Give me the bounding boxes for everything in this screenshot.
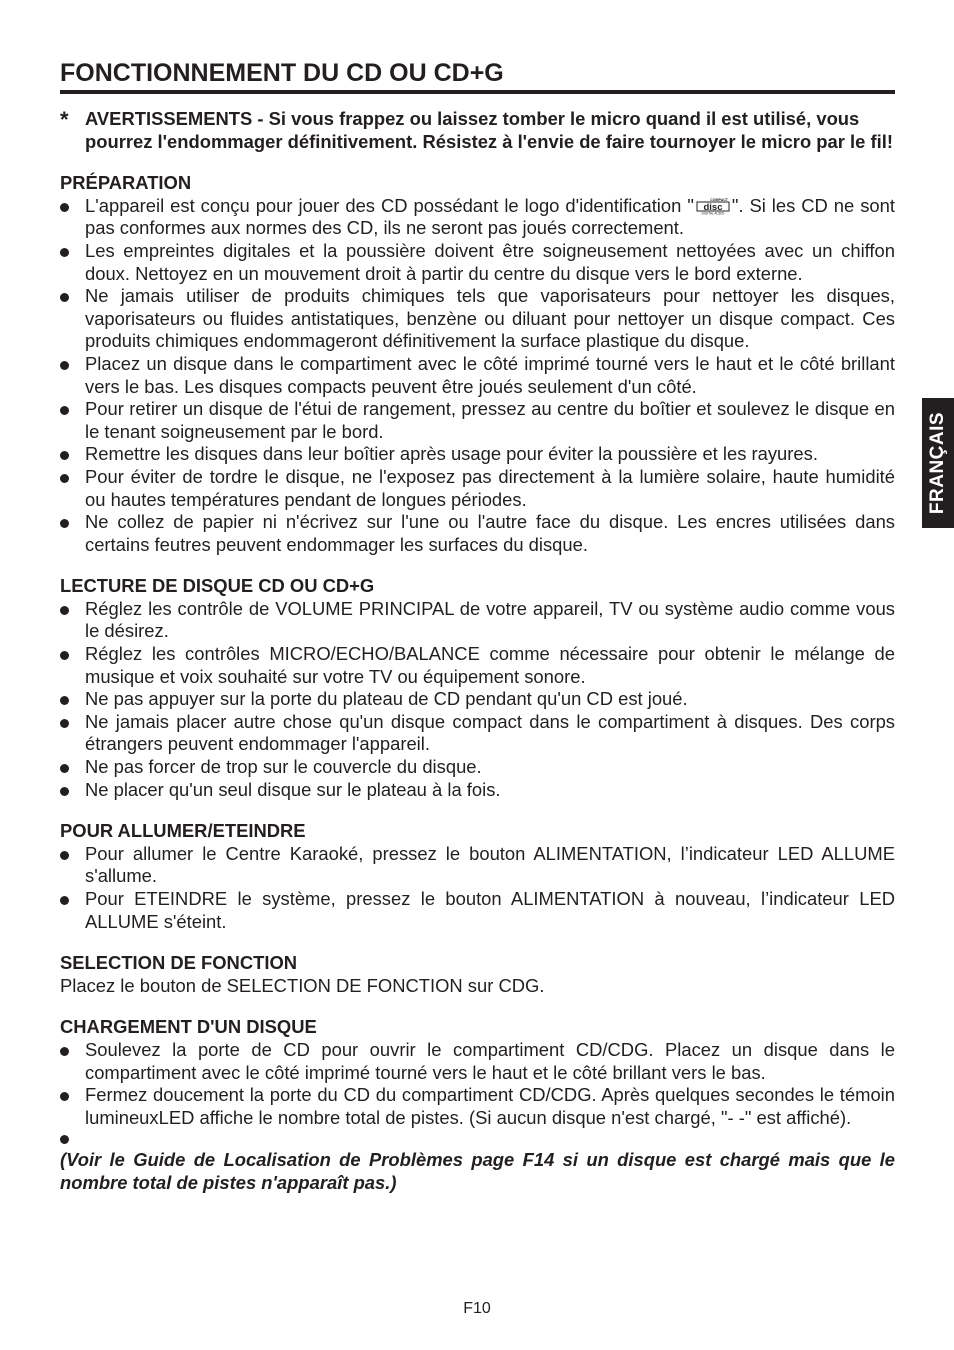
heading-allumer: POUR ALLUMER/ETEINDRE xyxy=(60,820,306,842)
bullet-icon xyxy=(60,719,69,728)
language-tab-label: FRANÇAIS xyxy=(927,411,948,515)
warning-block xyxy=(60,108,895,153)
list-item xyxy=(60,1039,895,1084)
bullet-icon xyxy=(60,764,69,773)
list-item-text: Ne placer qu'un seul disque sur le plateau à la fois. xyxy=(85,778,501,800)
bullet-icon xyxy=(60,896,69,905)
section-selection xyxy=(60,952,895,997)
list-item xyxy=(60,779,895,802)
section-preparation xyxy=(60,172,895,556)
bullet-icon xyxy=(60,851,69,860)
list-item-text: Ne jamais placer autre chose qu'un disque compact dans le compartiment à disques. Des corps étrangers peuvent endommager l'appareil. xyxy=(85,710,895,755)
section-chargement xyxy=(60,1016,895,1194)
bullet-icon xyxy=(60,651,69,660)
section-allumer xyxy=(60,820,895,933)
bullet-icon xyxy=(60,474,69,483)
page-title: FONCTIONNEMENT DU CD OU CD+G xyxy=(60,58,895,94)
list-item-text: Ne collez de papier ni n'écrivez sur l'une ou l'autre face du disque. Les encres utilisées dans certains feutres peuvent endommager les surfaces du disque. xyxy=(85,511,895,555)
list-item xyxy=(60,598,895,643)
bullet-icon xyxy=(60,606,69,615)
bullet-icon xyxy=(60,696,69,705)
list-item-text: Placez un disque dans le compartiment avec le côté imprimé tourné vers le haut et le côté brillant vers le bas. Les disques compacts peuvent être joués seulement d'un côté. xyxy=(85,352,895,397)
list-item-text: Ne pas appuyer sur la porte du plateau de CD pendant qu'un CD est joué. xyxy=(85,688,688,710)
list-item-text: Ne jamais utiliser de produits chimiques tels que vaporisateurs pour nettoyer les disques, vaporisateurs ou fluides antistatiques, benzène ou diluant pour nettoyer un disque compact. Ces produits chimiques endommageront définitivement la surface plastique du disque. xyxy=(85,285,895,352)
list-item xyxy=(60,688,895,711)
page-content xyxy=(60,108,895,1195)
compact-disc-logo-icon xyxy=(696,197,730,215)
heading-lecture: LECTURE DE DISQUE CD OU CD+G xyxy=(60,575,375,597)
list-item xyxy=(60,756,895,779)
bullet-icon xyxy=(60,1047,69,1056)
troubleshooting-note: (Voir le Guide de Localisation de Problèmes page F14 si un disque est chargé mais que le nombre total de pistes n'apparaît pas.) xyxy=(60,1149,895,1193)
list-item-text-before-logo: L'appareil est conçu pour jouer des CD possédant le logo d'identification " xyxy=(85,194,694,216)
list-item xyxy=(60,1084,895,1129)
list-item xyxy=(60,285,895,353)
bullet-icon xyxy=(60,361,69,370)
list-item xyxy=(60,195,895,240)
list-item xyxy=(60,443,895,466)
list-item-text-after-logo: ". Si les CD ne sont pas conformes aux normes des CD, ils ne seront pas joués correctement. xyxy=(85,194,896,239)
list-item-text: Soulevez la porte de CD pour ouvrir le compartiment CD/CDG. Placez un disque dans le compartiment avec le côté imprimé tourné vers le haut et le côté brillant vers le bas. xyxy=(85,1038,895,1083)
list-item-text: Les empreintes digitales et la poussière doivent être soigneusement nettoyées avec un chiffon doux. Nettoyez en un mouvement droit à partir du centre du disque vers le bord externe. xyxy=(85,239,895,284)
logo-bottom-text: DIGITAL AUDIO xyxy=(701,211,725,215)
section-lecture xyxy=(60,575,895,801)
bullet-icon xyxy=(60,1135,69,1144)
selection-text: Placez le bouton de SELECTION DE FONCTION sur CDG. xyxy=(60,974,545,996)
list-item-text: Réglez les contrôles MICRO/ECHO/BALANCE comme nécessaire pour obtenir le mélange de musique et voix souhaité sur votre TV ou équipement sonore. xyxy=(85,643,895,687)
bullet-icon xyxy=(60,406,69,415)
logo-top-text: COMPACT xyxy=(709,197,728,202)
bullet-icon xyxy=(60,1092,69,1101)
list-item xyxy=(60,888,895,933)
list-lecture xyxy=(60,598,895,801)
list-item-text: Ne pas forcer de trop sur le couvercle du disque. xyxy=(85,756,482,778)
bullet-icon xyxy=(60,519,69,528)
logo-middle-text: disc xyxy=(703,201,723,213)
list-item xyxy=(60,643,895,688)
heading-chargement: CHARGEMENT D'UN DISQUE xyxy=(60,1016,317,1038)
list-item-text: Fermez doucement la porte du CD du compartiment CD/CDG. Après quelques secondes le témoin lumineuxLED affiche le nombre total de pistes. (Si aucun disque n'est chargé, "- -" est affiché). xyxy=(85,1084,895,1128)
list-preparation xyxy=(60,195,895,557)
list-item xyxy=(60,466,895,511)
list-item-text: Pour retirer un disque de l'étui de rangement, pressez au centre du boîtier et soulevez le disque en le tenant soigneusement par le bord. xyxy=(85,398,895,442)
list-item-text: Pour éviter de tordre le disque, ne l'exposez pas directement à la lumière solaire, haute humidité ou hautes températures pendant de longues périodes. xyxy=(85,465,895,510)
list-chargement xyxy=(60,1039,895,1129)
bullet-icon xyxy=(60,248,69,257)
bullet-icon xyxy=(60,787,69,796)
list-item xyxy=(60,711,895,756)
list-item xyxy=(60,398,895,443)
heading-preparation: PRÉPARATION xyxy=(60,172,192,194)
language-tab xyxy=(922,398,954,528)
list-item-text: Pour ETEINDRE le système, pressez le bouton ALIMENTATION à nouveau, l’indicateur LED ALLUME s'éteint. xyxy=(85,888,895,932)
bullet-icon xyxy=(60,293,69,302)
warning-text: AVERTISSEMENTS - Si vous frappez ou laissez tomber le micro quand il est utilisé, vous pourrez l'endommager définitivement. Résistez à l'envie de faire tournoyer le micro par le fil! xyxy=(85,108,893,152)
empty-bullet xyxy=(60,1129,895,1149)
list-item xyxy=(60,353,895,398)
list-item-text: Pour allumer le Centre Karaoké, pressez le bouton ALIMENTATION, l’indicateur LED ALLUME s'allume. xyxy=(85,842,895,887)
list-item-text: Réglez les contrôle de VOLUME PRINCIPAL de votre appareil, TV ou système audio comme vous le désirez. xyxy=(85,597,895,642)
heading-selection: SELECTION DE FONCTION xyxy=(60,952,298,974)
list-item xyxy=(60,240,895,285)
bullet-icon xyxy=(60,203,69,212)
asterisk-icon: * xyxy=(60,107,69,132)
list-allumer xyxy=(60,843,895,933)
bullet-icon xyxy=(60,451,69,460)
page-number: F10 xyxy=(463,1300,491,1317)
list-item-text: Remettre les disques dans leur boîtier après usage pour éviter la poussière et les rayures. xyxy=(85,443,818,465)
list-item xyxy=(60,843,895,888)
list-item xyxy=(60,511,895,556)
